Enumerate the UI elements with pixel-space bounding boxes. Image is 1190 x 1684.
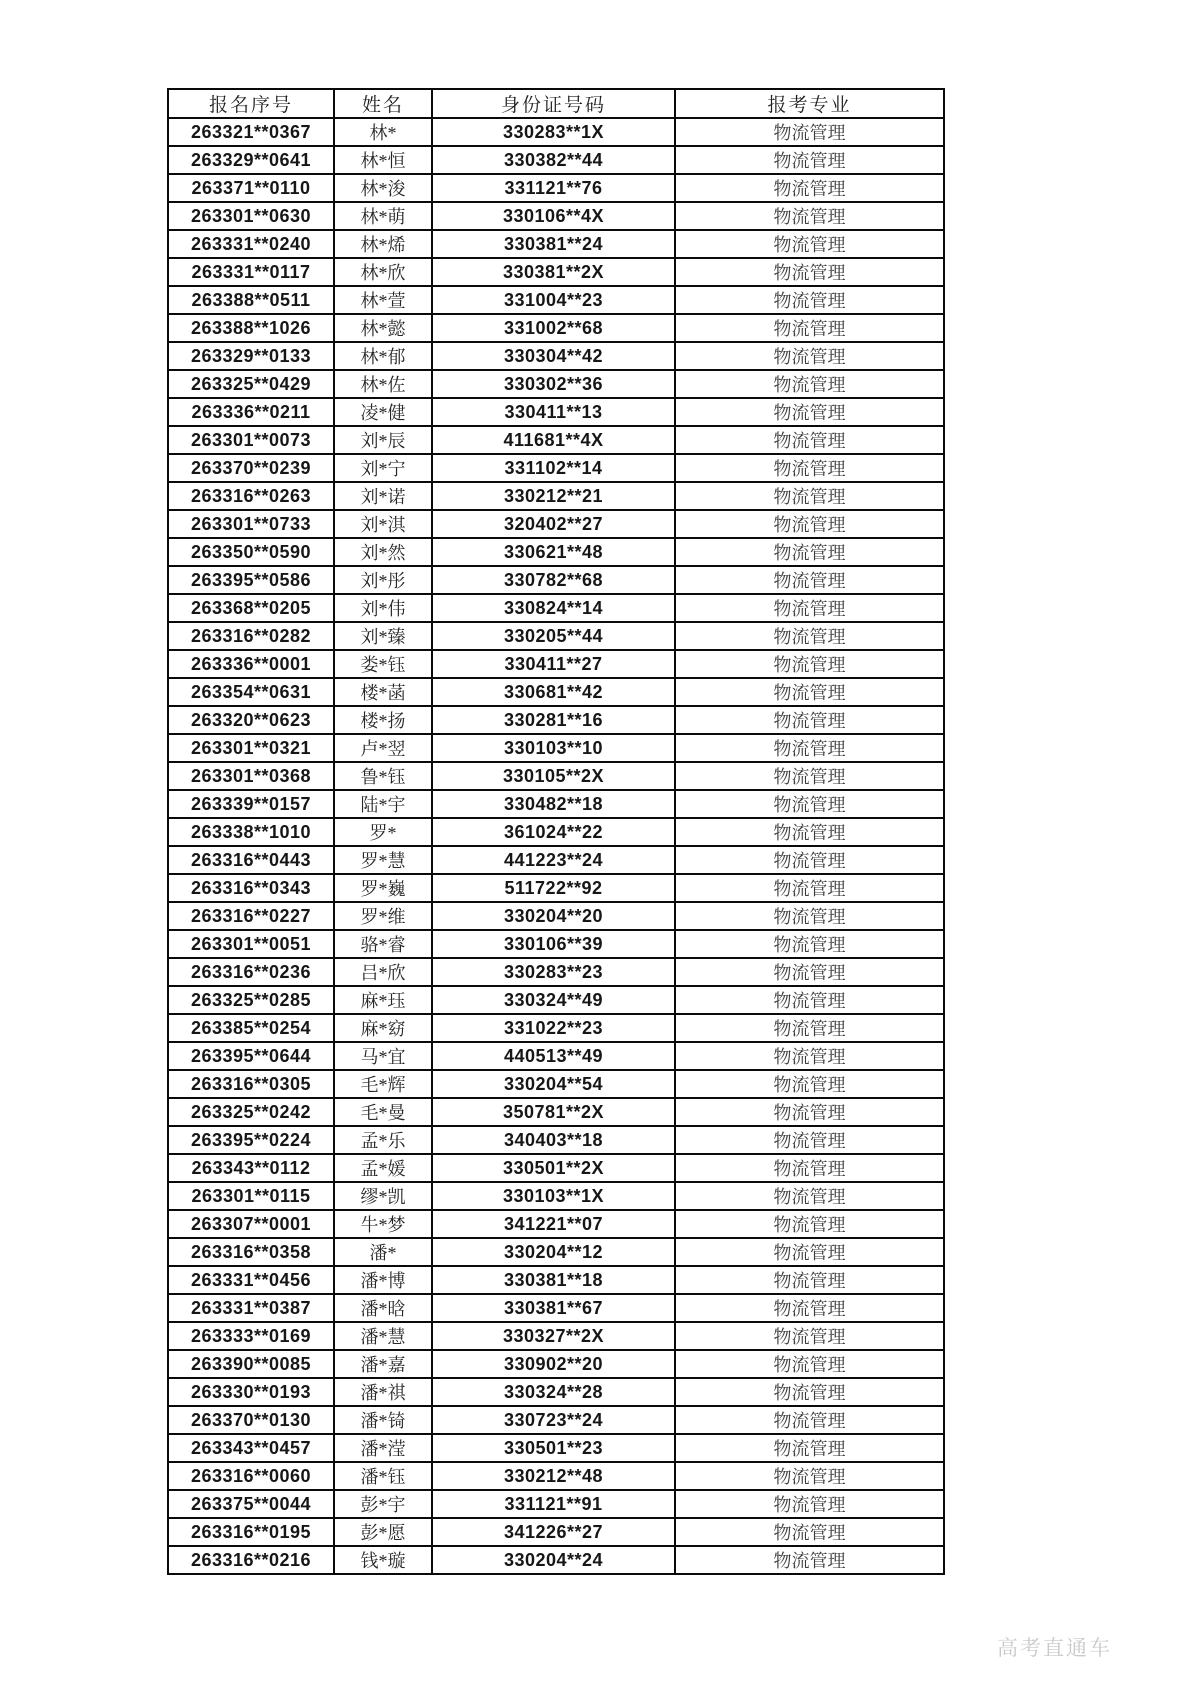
table-row (168, 398, 944, 426)
cell-name: 刘*淇 (334, 510, 432, 538)
table-row (168, 1266, 944, 1294)
cell-name: 陆*宇 (334, 790, 432, 818)
cell-major: 物流管理 (675, 874, 944, 902)
table-body (168, 118, 944, 1574)
table-row (168, 734, 944, 762)
cell-reg-number: 263316**0216 (168, 1546, 334, 1574)
table-row (168, 622, 944, 650)
cell-id-number: 330723**24 (432, 1406, 675, 1434)
cell-id-number: 330902**20 (432, 1350, 675, 1378)
cell-id-number: 330381**2X (432, 258, 675, 286)
table-row (168, 1210, 944, 1238)
cell-id-number: 330782**68 (432, 566, 675, 594)
cell-reg-number: 263343**0112 (168, 1154, 334, 1182)
cell-reg-number: 263320**0623 (168, 706, 334, 734)
table-row (168, 286, 944, 314)
cell-reg-number: 263316**0263 (168, 482, 334, 510)
cell-name: 钱*璇 (334, 1546, 432, 1574)
cell-major: 物流管理 (675, 258, 944, 286)
cell-id-number: 330324**28 (432, 1378, 675, 1406)
cell-id-number: 511722**92 (432, 874, 675, 902)
table-row (168, 118, 944, 146)
cell-reg-number: 263371**0110 (168, 174, 334, 202)
cell-name: 马*宜 (334, 1042, 432, 1070)
cell-major: 物流管理 (675, 594, 944, 622)
table-row (168, 986, 944, 1014)
cell-major: 物流管理 (675, 398, 944, 426)
table-row (168, 790, 944, 818)
cell-name: 缪*凯 (334, 1182, 432, 1210)
cell-reg-number: 263331**0387 (168, 1294, 334, 1322)
table-row (168, 1490, 944, 1518)
cell-name: 刘*宁 (334, 454, 432, 482)
cell-id-number: 330204**20 (432, 902, 675, 930)
cell-name: 刘*伟 (334, 594, 432, 622)
cell-reg-number: 263331**0240 (168, 230, 334, 258)
cell-id-number: 341221**07 (432, 1210, 675, 1238)
cell-major: 物流管理 (675, 986, 944, 1014)
cell-id-number: 330283**1X (432, 118, 675, 146)
cell-major: 物流管理 (675, 1154, 944, 1182)
column-header-0: 报名序号 (168, 89, 334, 118)
cell-id-number: 340403**18 (432, 1126, 675, 1154)
cell-id-number: 320402**27 (432, 510, 675, 538)
cell-reg-number: 263316**0282 (168, 622, 334, 650)
cell-id-number: 330324**49 (432, 986, 675, 1014)
cell-id-number: 330381**67 (432, 1294, 675, 1322)
cell-major: 物流管理 (675, 958, 944, 986)
cell-major: 物流管理 (675, 510, 944, 538)
table-row (168, 874, 944, 902)
table-row (168, 706, 944, 734)
table-row (168, 1126, 944, 1154)
cell-reg-number: 263338**1010 (168, 818, 334, 846)
cell-name: 潘* (334, 1238, 432, 1266)
cell-major: 物流管理 (675, 1490, 944, 1518)
cell-major: 物流管理 (675, 1182, 944, 1210)
cell-reg-number: 263321**0367 (168, 118, 334, 146)
cell-major: 物流管理 (675, 370, 944, 398)
cell-name: 潘*博 (334, 1266, 432, 1294)
table-row (168, 1182, 944, 1210)
cell-name: 刘*臻 (334, 622, 432, 650)
cell-name: 刘*诺 (334, 482, 432, 510)
table-row (168, 1322, 944, 1350)
cell-name: 潘*嘉 (334, 1350, 432, 1378)
cell-major: 物流管理 (675, 1378, 944, 1406)
cell-reg-number: 263301**0368 (168, 762, 334, 790)
cell-id-number: 330106**39 (432, 930, 675, 958)
cell-name: 刘*彤 (334, 566, 432, 594)
cell-major: 物流管理 (675, 1210, 944, 1238)
cell-reg-number: 263336**0211 (168, 398, 334, 426)
cell-name: 毛*辉 (334, 1070, 432, 1098)
table-row (168, 1042, 944, 1070)
table-row (168, 1014, 944, 1042)
cell-id-number: 330824**14 (432, 594, 675, 622)
column-header-2: 身份证号码 (432, 89, 675, 118)
cell-id-number: 330212**48 (432, 1462, 675, 1490)
cell-name: 林*浚 (334, 174, 432, 202)
table-row (168, 678, 944, 706)
cell-id-number: 330382**44 (432, 146, 675, 174)
column-header-3: 报考专业 (675, 89, 944, 118)
cell-major: 物流管理 (675, 482, 944, 510)
cell-major: 物流管理 (675, 174, 944, 202)
cell-reg-number: 263339**0157 (168, 790, 334, 818)
table-row (168, 566, 944, 594)
cell-name: 潘*祺 (334, 1378, 432, 1406)
table-row (168, 538, 944, 566)
table-row (168, 1434, 944, 1462)
cell-major: 物流管理 (675, 790, 944, 818)
cell-major: 物流管理 (675, 146, 944, 174)
table-row (168, 846, 944, 874)
cell-reg-number: 263368**0205 (168, 594, 334, 622)
cell-major: 物流管理 (675, 1434, 944, 1462)
cell-id-number: 341226**27 (432, 1518, 675, 1546)
cell-id-number: 330681**42 (432, 678, 675, 706)
table-row (168, 510, 944, 538)
cell-reg-number: 263301**0115 (168, 1182, 334, 1210)
cell-id-number: 330304**42 (432, 342, 675, 370)
table-row (168, 426, 944, 454)
cell-name: 林*萱 (334, 286, 432, 314)
cell-reg-number: 263395**0644 (168, 1042, 334, 1070)
cell-name: 彭*愿 (334, 1518, 432, 1546)
cell-id-number: 330411**27 (432, 650, 675, 678)
cell-id-number: 331102**14 (432, 454, 675, 482)
cell-major: 物流管理 (675, 538, 944, 566)
cell-reg-number: 263307**0001 (168, 1210, 334, 1238)
cell-name: 林*恒 (334, 146, 432, 174)
cell-reg-number: 263330**0193 (168, 1378, 334, 1406)
registration-table (167, 88, 945, 1575)
cell-reg-number: 263301**0051 (168, 930, 334, 958)
cell-major: 物流管理 (675, 762, 944, 790)
table-row (168, 1350, 944, 1378)
cell-major: 物流管理 (675, 202, 944, 230)
cell-reg-number: 263385**0254 (168, 1014, 334, 1042)
cell-reg-number: 263325**0242 (168, 1098, 334, 1126)
table-header-row (168, 89, 944, 118)
cell-reg-number: 263388**0511 (168, 286, 334, 314)
cell-name: 潘*滢 (334, 1434, 432, 1462)
table-row (168, 1406, 944, 1434)
cell-reg-number: 263316**0236 (168, 958, 334, 986)
cell-name: 孟*乐 (334, 1126, 432, 1154)
cell-id-number: 440513**49 (432, 1042, 675, 1070)
cell-id-number: 331002**68 (432, 314, 675, 342)
cell-name: 潘*晗 (334, 1294, 432, 1322)
cell-major: 物流管理 (675, 286, 944, 314)
table-row (168, 342, 944, 370)
cell-major: 物流管理 (675, 426, 944, 454)
cell-id-number: 350781**2X (432, 1098, 675, 1126)
cell-reg-number: 263316**0443 (168, 846, 334, 874)
cell-major: 物流管理 (675, 118, 944, 146)
table-row (168, 902, 944, 930)
cell-name: 娄*钰 (334, 650, 432, 678)
table-row (168, 230, 944, 258)
cell-name: 罗*慧 (334, 846, 432, 874)
table-row (168, 818, 944, 846)
cell-reg-number: 263331**0456 (168, 1266, 334, 1294)
cell-reg-number: 263301**0073 (168, 426, 334, 454)
cell-name: 孟*媛 (334, 1154, 432, 1182)
table-row (168, 958, 944, 986)
table-row (168, 146, 944, 174)
cell-major: 物流管理 (675, 1014, 944, 1042)
cell-name: 潘*钰 (334, 1462, 432, 1490)
cell-reg-number: 263316**0343 (168, 874, 334, 902)
cell-id-number: 330204**12 (432, 1238, 675, 1266)
cell-id-number: 411681**4X (432, 426, 675, 454)
cell-major: 物流管理 (675, 930, 944, 958)
cell-major: 物流管理 (675, 1350, 944, 1378)
cell-reg-number: 263325**0429 (168, 370, 334, 398)
table-row (168, 1378, 944, 1406)
table-row (168, 1294, 944, 1322)
cell-major: 物流管理 (675, 650, 944, 678)
cell-id-number: 330411**13 (432, 398, 675, 426)
cell-reg-number: 263329**0641 (168, 146, 334, 174)
cell-id-number: 331121**76 (432, 174, 675, 202)
cell-id-number: 330283**23 (432, 958, 675, 986)
cell-id-number: 330482**18 (432, 790, 675, 818)
cell-major: 物流管理 (675, 454, 944, 482)
table-row (168, 1098, 944, 1126)
cell-id-number: 330281**16 (432, 706, 675, 734)
cell-name: 凌*健 (334, 398, 432, 426)
cell-name: 罗*维 (334, 902, 432, 930)
cell-major: 物流管理 (675, 230, 944, 258)
cell-reg-number: 263316**0305 (168, 1070, 334, 1098)
cell-id-number: 330105**2X (432, 762, 675, 790)
cell-id-number: 330103**10 (432, 734, 675, 762)
cell-major: 物流管理 (675, 818, 944, 846)
cell-reg-number: 263395**0586 (168, 566, 334, 594)
cell-name: 潘*慧 (334, 1322, 432, 1350)
cell-id-number: 330381**18 (432, 1266, 675, 1294)
table-row (168, 1462, 944, 1490)
cell-name: 刘*辰 (334, 426, 432, 454)
cell-major: 物流管理 (675, 1462, 944, 1490)
cell-id-number: 330501**23 (432, 1434, 675, 1462)
cell-major: 物流管理 (675, 1098, 944, 1126)
table-row (168, 370, 944, 398)
cell-name: 牛*梦 (334, 1210, 432, 1238)
cell-reg-number: 263388**1026 (168, 314, 334, 342)
cell-major: 物流管理 (675, 1238, 944, 1266)
cell-major: 物流管理 (675, 1126, 944, 1154)
cell-major: 物流管理 (675, 734, 944, 762)
cell-id-number: 361024**22 (432, 818, 675, 846)
table-row (168, 1238, 944, 1266)
cell-reg-number: 263301**0733 (168, 510, 334, 538)
cell-name: 鲁*钰 (334, 762, 432, 790)
table-row (168, 930, 944, 958)
cell-major: 物流管理 (675, 1546, 944, 1574)
table-row (168, 1518, 944, 1546)
cell-reg-number: 263316**0227 (168, 902, 334, 930)
cell-id-number: 330621**48 (432, 538, 675, 566)
cell-name: 彭*宇 (334, 1490, 432, 1518)
cell-name: 潘*锜 (334, 1406, 432, 1434)
cell-reg-number: 263316**0060 (168, 1462, 334, 1490)
cell-id-number: 330302**36 (432, 370, 675, 398)
column-header-1: 姓名 (334, 89, 432, 118)
cell-id-number: 330204**54 (432, 1070, 675, 1098)
cell-reg-number: 263354**0631 (168, 678, 334, 706)
cell-name: 卢*翌 (334, 734, 432, 762)
table-row (168, 594, 944, 622)
watermark-gaokao-zhitongche: 高考直通车 (997, 1636, 1112, 1660)
cell-reg-number: 263375**0044 (168, 1490, 334, 1518)
cell-reg-number: 263329**0133 (168, 342, 334, 370)
cell-major: 物流管理 (675, 706, 944, 734)
table-row (168, 482, 944, 510)
table-row (168, 650, 944, 678)
cell-reg-number: 263325**0285 (168, 986, 334, 1014)
cell-name: 罗* (334, 818, 432, 846)
table-row (168, 454, 944, 482)
cell-name: 林*郁 (334, 342, 432, 370)
cell-major: 物流管理 (675, 678, 944, 706)
table-row (168, 762, 944, 790)
cell-reg-number: 263395**0224 (168, 1126, 334, 1154)
cell-id-number: 330204**24 (432, 1546, 675, 1574)
cell-reg-number: 263331**0117 (168, 258, 334, 286)
cell-major: 物流管理 (675, 1042, 944, 1070)
cell-major: 物流管理 (675, 1406, 944, 1434)
cell-name: 罗*巍 (334, 874, 432, 902)
cell-major: 物流管理 (675, 1294, 944, 1322)
cell-major: 物流管理 (675, 846, 944, 874)
cell-id-number: 330327**2X (432, 1322, 675, 1350)
cell-reg-number: 263301**0321 (168, 734, 334, 762)
cell-name: 林*佐 (334, 370, 432, 398)
cell-name: 毛*曼 (334, 1098, 432, 1126)
cell-id-number: 330103**1X (432, 1182, 675, 1210)
cell-name: 林*欣 (334, 258, 432, 286)
cell-name: 骆*睿 (334, 930, 432, 958)
cell-major: 物流管理 (675, 314, 944, 342)
table-row (168, 1154, 944, 1182)
cell-major: 物流管理 (675, 1070, 944, 1098)
cell-major: 物流管理 (675, 622, 944, 650)
cell-reg-number: 263390**0085 (168, 1350, 334, 1378)
cell-id-number: 331121**91 (432, 1490, 675, 1518)
cell-reg-number: 263336**0001 (168, 650, 334, 678)
cell-id-number: 331004**23 (432, 286, 675, 314)
cell-name: 麻*窈 (334, 1014, 432, 1042)
cell-name: 林* (334, 118, 432, 146)
cell-reg-number: 263350**0590 (168, 538, 334, 566)
cell-reg-number: 263370**0239 (168, 454, 334, 482)
cell-reg-number: 263301**0630 (168, 202, 334, 230)
cell-id-number: 330381**24 (432, 230, 675, 258)
table-row (168, 258, 944, 286)
cell-name: 林*萌 (334, 202, 432, 230)
cell-name: 刘*然 (334, 538, 432, 566)
cell-name: 麻*珏 (334, 986, 432, 1014)
cell-id-number: 331022**23 (432, 1014, 675, 1042)
cell-major: 物流管理 (675, 342, 944, 370)
cell-id-number: 330501**2X (432, 1154, 675, 1182)
cell-reg-number: 263343**0457 (168, 1434, 334, 1462)
cell-reg-number: 263370**0130 (168, 1406, 334, 1434)
cell-name: 林*烯 (334, 230, 432, 258)
cell-reg-number: 263333**0169 (168, 1322, 334, 1350)
table-row (168, 1546, 944, 1574)
cell-id-number: 441223**24 (432, 846, 675, 874)
cell-id-number: 330212**21 (432, 482, 675, 510)
cell-name: 楼*菡 (334, 678, 432, 706)
table-row (168, 314, 944, 342)
cell-id-number: 330205**44 (432, 622, 675, 650)
cell-major: 物流管理 (675, 1266, 944, 1294)
table-row (168, 174, 944, 202)
cell-id-number: 330106**4X (432, 202, 675, 230)
cell-major: 物流管理 (675, 1322, 944, 1350)
cell-reg-number: 263316**0195 (168, 1518, 334, 1546)
table-row (168, 1070, 944, 1098)
cell-name: 楼*扬 (334, 706, 432, 734)
cell-major: 物流管理 (675, 902, 944, 930)
cell-name: 林*懿 (334, 314, 432, 342)
cell-major: 物流管理 (675, 566, 944, 594)
cell-name: 吕*欣 (334, 958, 432, 986)
cell-reg-number: 263316**0358 (168, 1238, 334, 1266)
table-row (168, 202, 944, 230)
cell-major: 物流管理 (675, 1518, 944, 1546)
